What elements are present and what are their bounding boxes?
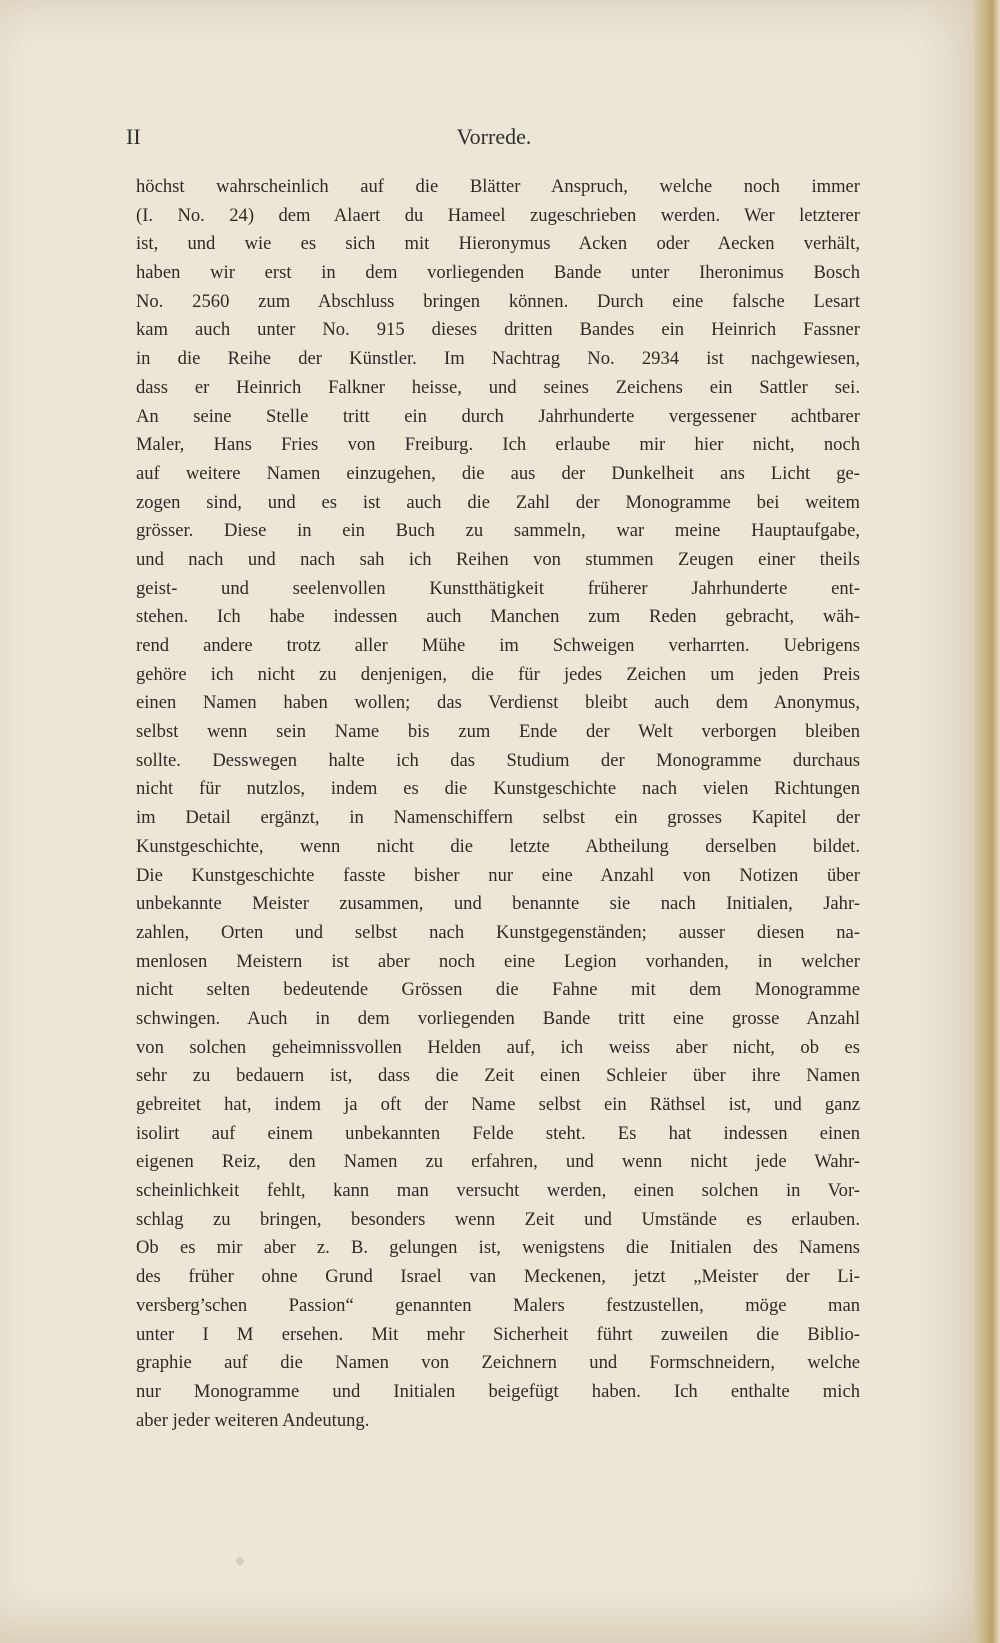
text-line: sehr zu bedauern ist, dass die Zeit einen Schleier über ihre Namen <box>136 1065 860 1087</box>
text-line: dass er Heinrich Falkner heisse, und seines Zeichens ein Sattler sei. <box>136 376 860 398</box>
text-line: sollte. Desswegen halte ich das Studium der Monogramme durchaus <box>136 749 860 771</box>
text-line: ist, und wie es sich mit Hieronymus Acken oder Aecken verhält, <box>136 233 860 255</box>
text-line: einen Namen haben wollen; das Verdienst bleibt auch dem Anonymus, <box>136 692 860 714</box>
text-line: zogen sind, und es ist auch die Zahl der Monogramme bei weitem <box>136 491 860 513</box>
text-line: nicht selten bedeutende Grössen die Fahne mit dem Monogramme <box>136 979 860 1001</box>
text-line: gebreitet hat, indem ja oft der Name selbst ein Räthsel ist, und ganz <box>136 1094 860 1115</box>
text-line: und nach und nach sah ich Reihen von stummen Zeugen einer theils <box>136 548 860 570</box>
text-line: in die Reihe der Künstler. Im Nachtrag No. 2934 ist nachgewiesen, <box>136 348 860 370</box>
text-line: grösser. Diese in ein Buch zu sammeln, war meine Hauptaufgabe, <box>136 520 860 542</box>
text-line: schwingen. Auch in dem vorliegenden Bande tritt eine grosse Anzahl <box>136 1007 860 1029</box>
text-line: des früher ohne Grund Israel van Meckenen, jetzt „Meister der Li- <box>136 1266 860 1288</box>
text-line: auf weitere Namen einzugehen, die aus der Dunkelheit ans Licht ge- <box>136 462 860 484</box>
text-line: Die Kunstgeschichte fasste bisher nur eine Anzahl von Notizen über <box>136 864 860 886</box>
text-line: versberg’schen Passion“ genannten Malers festzustellen, möge man <box>136 1294 860 1316</box>
text-line: im Detail ergänzt, in Namenschiffern selbst ein grosses Kapitel der <box>136 807 860 829</box>
text-line: zahlen, Orten und selbst nach Kunstgegenständen; ausser diesen na- <box>136 921 860 943</box>
running-head <box>124 124 864 154</box>
text-line: graphie auf die Namen von Zeichnern und Formschneidern, welche <box>136 1352 860 1374</box>
text-line: selbst wenn sein Name bis zum Ende der Welt verborgen bleiben <box>136 721 860 743</box>
text-line: Maler, Hans Fries von Freiburg. Ich erlaube mir hier nicht, noch <box>136 434 860 456</box>
text-line: unter I M ersehen. Mit mehr Sicherheit führt zuweilen die Biblio- <box>136 1323 860 1345</box>
text-line: isolirt auf einem unbekannten Felde steht. Es hat indessen einen <box>136 1122 860 1144</box>
body-text <box>136 173 860 1435</box>
text-line: rend andere trotz aller Mühe im Schweigen verharrten. Uebrigens <box>136 635 860 656</box>
text-line: haben wir erst in dem vorliegenden Bande unter Iheronimus Bosch <box>136 262 860 284</box>
text-line: schlag zu bringen, besonders wenn Zeit und Umstände es erlauben. <box>136 1208 860 1230</box>
text-line: Ob es mir aber z. B. gelungen ist, wenigstens die Initialen des Namens <box>136 1237 860 1259</box>
text-line: aber jeder weiteren Andeutung. <box>136 1409 370 1431</box>
text-line: nur Monogramme und Initialen beigefügt haben. Ich enthalte mich <box>136 1380 860 1402</box>
text-line: geist- und seelenvollen Kunstthätigkeit früherer Jahrhunderte ent- <box>136 577 860 599</box>
page-number: II <box>126 124 141 149</box>
text-line: No. 2560 zum Abschluss bringen können. Durch eine falsche Lesart <box>136 290 860 312</box>
text-line: von solchen geheimnissvollen Helden auf, ich weiss aber nicht, ob es <box>136 1036 860 1058</box>
text-line: eigenen Reiz, den Namen zu erfahren, und wenn nicht jede Wahr- <box>136 1151 860 1173</box>
text-line: menlosen Meistern ist aber noch eine Legion vorhanden, in welcher <box>136 950 860 972</box>
text-line: gehöre ich nicht zu denjenigen, die für jedes Zeichen um jeden Preis <box>136 663 860 685</box>
text-line: (I. No. 24) dem Alaert du Hameel zugeschrieben werden. Wer letzterer <box>136 204 860 226</box>
text-line: kam auch unter No. 915 dieses dritten Bandes ein Heinrich Fassner <box>136 319 860 341</box>
text-line: nicht für nutzlos, indem es die Kunstgeschichte nach vielen Richtungen <box>136 778 860 800</box>
header-title: Vorrede. <box>456 124 532 149</box>
text-line: An seine Stelle tritt ein durch Jahrhunderte vergessener achtbarer <box>136 405 860 427</box>
text-line: unbekannte Meister zusammen, und benannte sie nach Initialen, Jahr- <box>136 893 860 915</box>
text-line: höchst wahrscheinlich auf die Blätter Anspruch, welche noch immer <box>136 176 860 197</box>
text-line: Kunstgeschichte, wenn nicht die letzte Abtheilung derselben bildet. <box>136 835 860 857</box>
text-line: scheinlichkeit fehlt, kann man versucht werden, einen solchen in Vor- <box>136 1180 860 1202</box>
page-edge <box>974 0 1000 1643</box>
paper-stain <box>236 1557 244 1565</box>
text-line: stehen. Ich habe indessen auch Manchen zum Reden gebracht, wäh- <box>136 606 860 628</box>
